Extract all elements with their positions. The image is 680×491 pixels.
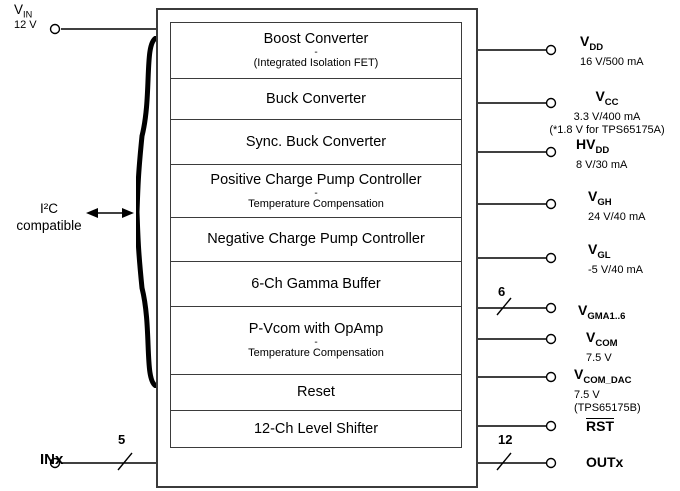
bus-slash-vgma: [497, 298, 511, 315]
pin-vcom: [547, 335, 556, 344]
i2c-line1: I²C: [40, 201, 58, 216]
block-reset[interactable]: [170, 374, 462, 410]
block-title: Sync. Buck Converter: [245, 133, 387, 150]
pin-vgma: [547, 304, 556, 313]
block-divider-dash: -: [314, 187, 318, 199]
block-divider-dash: -: [314, 47, 318, 58]
block-title: Negative Charge Pump Controller: [207, 231, 425, 247]
block-pvcom-opamp[interactable]: [170, 306, 462, 374]
output-label-rst: [586, 418, 614, 434]
block-gamma-buffer[interactable]: [170, 261, 462, 306]
output-note: (*1.8 V for TPS65175A): [549, 123, 665, 136]
block-title: P-Vcom with OpAmp: [248, 321, 384, 337]
output-label-vgl: [588, 241, 643, 277]
output-value: -5 V/40 mA: [588, 263, 644, 276]
function-blocks: [170, 22, 462, 448]
block-level-shifter[interactable]: [170, 410, 462, 448]
inx-bus-count: 5: [118, 432, 126, 447]
bus-slash-outx: [497, 453, 511, 470]
pin-vgl: [547, 254, 556, 263]
pin-rst: [547, 422, 556, 431]
output-value: 7.5 V: [586, 351, 612, 364]
pin-vcomdac: [547, 373, 556, 382]
i2c-line2: compatible: [16, 218, 82, 233]
block-subtitle: (Integrated Isolation FET): [253, 57, 379, 69]
output-value: 24 V/40 mA: [588, 210, 646, 223]
pin-outx: [547, 459, 556, 468]
block-buck-converter[interactable]: [170, 78, 462, 119]
rst-overline: RST: [586, 418, 614, 434]
block-title: Boost Converter: [263, 31, 369, 47]
vin-value: 12 V: [14, 19, 37, 31]
vin-subscript: IN: [23, 9, 33, 20]
output-label-vgh: [588, 188, 645, 224]
output-label-vcom: [586, 329, 618, 365]
output-value: 8 V/30 mA: [576, 158, 628, 171]
output-label-outx: [586, 454, 623, 470]
output-label-hvdd: [576, 136, 627, 172]
bus-slash-inx: [118, 453, 132, 470]
vin-name: V: [14, 2, 24, 17]
pin-vgh: [547, 200, 556, 209]
pin-vdd: [547, 46, 556, 55]
block-title: Reset: [297, 384, 335, 400]
output-value: 3.3 V/400 mA: [573, 110, 641, 123]
output-label-vcomdac: [574, 366, 641, 415]
output-label-vgma: [578, 302, 625, 325]
output-label-vdd: [580, 33, 644, 69]
output-name: $V_{GMA1..6}$: [578, 302, 626, 322]
inx-label: INx: [40, 451, 64, 468]
output-name: $V_{COM\_DAC}$: [574, 366, 632, 386]
pin-vin: [51, 25, 60, 34]
block-title: 12-Ch Level Shifter: [253, 420, 379, 437]
i2c-bus-brace: [136, 36, 158, 388]
output-name: $V_{CC}$: [595, 88, 619, 108]
output-name: $HV_{DD}$: [576, 136, 610, 156]
block-subtitle: Temperature Compensation: [248, 347, 384, 359]
output-label-vcc: [534, 88, 680, 137]
output-name: $V_{DD}$: [580, 33, 604, 53]
block-boost-converter[interactable]: [170, 22, 462, 78]
output-name: $V_{COM}$: [586, 329, 618, 349]
i2c-label: [10, 200, 88, 234]
block-divider-dash: -: [314, 337, 318, 348]
pin-hvdd: [547, 148, 556, 157]
output-name: $V_{GL}$: [588, 241, 611, 261]
block-subtitle: Temperature Compensation: [248, 197, 384, 210]
block-title: Positive Charge Pump Controller: [210, 171, 422, 188]
block-sync-buck-converter[interactable]: [170, 119, 462, 164]
output-value: 16 V/500 mA: [580, 55, 644, 68]
block-title: Buck Converter: [266, 90, 366, 107]
output-value: 7.5 V: [574, 388, 600, 401]
output-name: $V_{GH}$: [588, 188, 612, 208]
outx-bus-count: 12: [498, 432, 513, 447]
block-positive-charge-pump-controller[interactable]: [170, 164, 462, 217]
output-name: OUTx: [586, 454, 624, 470]
vgma-bus-count: 6: [498, 284, 506, 299]
block-title: 6-Ch Gamma Buffer: [251, 275, 381, 292]
block-negative-charge-pump-controller[interactable]: [170, 217, 462, 261]
output-note: (TPS65175B): [574, 401, 641, 414]
output-name: [586, 418, 614, 434]
